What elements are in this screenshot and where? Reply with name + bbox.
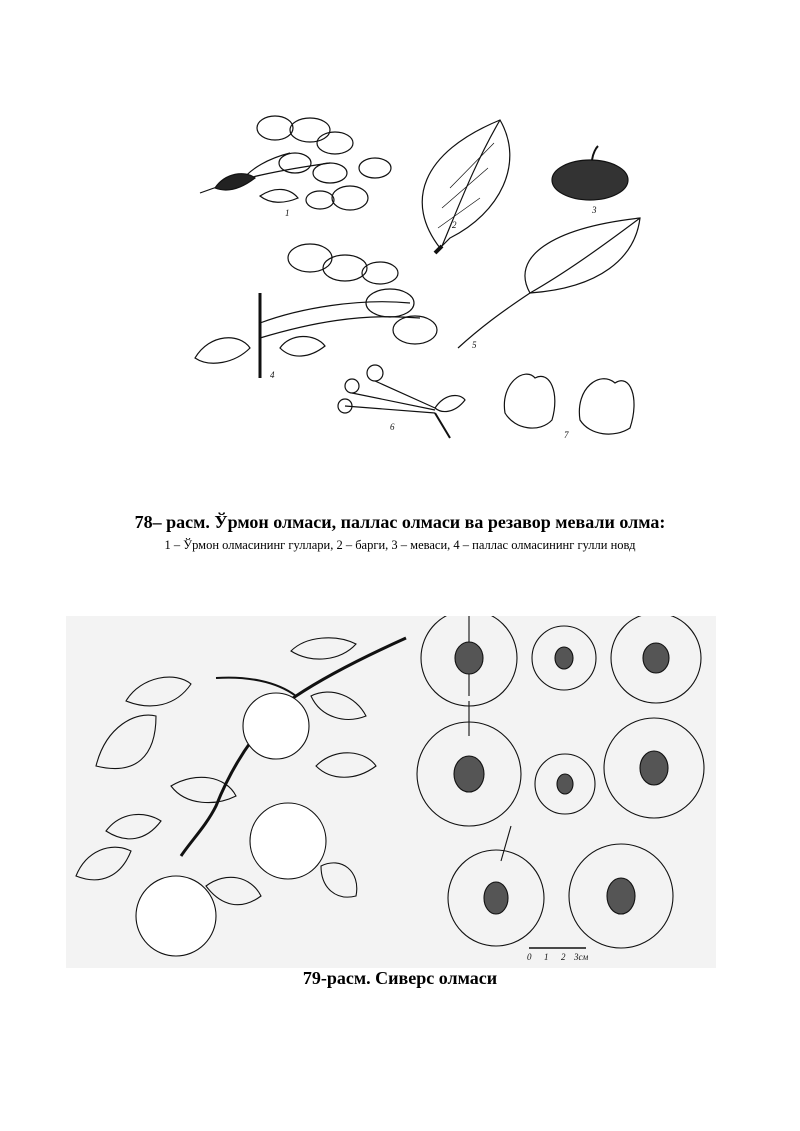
part-number-1: 1 xyxy=(285,208,290,218)
stamens-drawing xyxy=(338,365,465,438)
figure-78-illustration xyxy=(180,108,650,463)
part-number-2: 2 xyxy=(452,220,457,230)
palas-branch-drawing xyxy=(195,244,437,378)
figure-79-caption: 79-расм. Сиверс олмаси xyxy=(302,968,498,988)
scale-label-1: 1 xyxy=(544,952,549,962)
figure-78-caption-title: 78– расм. Ўрмон олмаси, паллас олмаси ва резавор мевали олма: xyxy=(134,512,666,532)
flowering-branch-drawing xyxy=(200,116,391,210)
part-number-4: 4 xyxy=(270,370,275,380)
part-number-3: 3 xyxy=(592,205,597,215)
part-number-7: 7 xyxy=(564,430,569,440)
figure-79-illustration xyxy=(66,616,716,968)
scale-label-0: 0 xyxy=(527,952,532,962)
figure-78-caption-subtitle: 1 – Ўрмон олмасининг гуллари, 2 – барги, 3 – меваси, 4 – паллас олмасининг гулли новд xyxy=(164,538,636,552)
scale-label-2: 2 xyxy=(561,952,566,962)
part-number-6: 6 xyxy=(390,422,395,432)
part-number-5: 5 xyxy=(472,340,477,350)
long-leaf-drawing xyxy=(458,218,640,348)
apple-branch-drawing xyxy=(76,638,406,956)
leaf-drawing xyxy=(422,120,510,253)
scale-label-3: 3см xyxy=(574,952,589,962)
fruit-drawing xyxy=(552,146,628,200)
buds-drawing xyxy=(504,374,634,434)
apple-sections-drawing xyxy=(417,616,704,948)
